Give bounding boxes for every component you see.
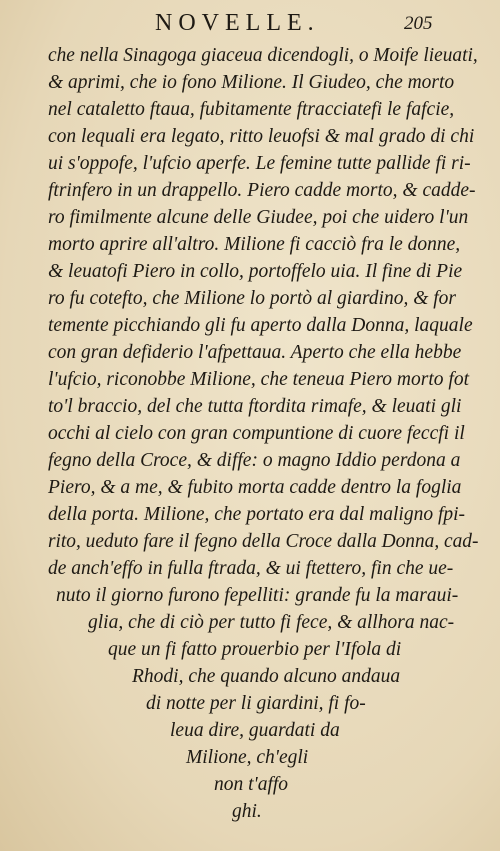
text-line: nuto il giorno furono fepelliti: grande fu la maraui- bbox=[56, 585, 459, 606]
text-line: Milione, ch'egli bbox=[186, 747, 309, 768]
text-line: non t'affo bbox=[214, 774, 289, 795]
running-title: NOVELLE. bbox=[155, 10, 320, 36]
text-line: ro fu cotefto, che Milione lo portò al giardino, & for bbox=[48, 288, 457, 309]
text-line: Rhodi, che quando alcuno andaua bbox=[132, 666, 401, 687]
text-line: Piero, & a me, & fubito morta cadde dentro la foglia bbox=[48, 477, 462, 498]
text-line: che nella Sinagoga giaceua dicendogli, o Moife lieuati, bbox=[48, 45, 478, 66]
text-line: leua dire, guardati da bbox=[170, 720, 340, 741]
text-line: con lequali era legato, ritto leuofsi & mal grado di chi bbox=[48, 126, 475, 147]
text-line: ghi. bbox=[232, 801, 262, 822]
text-line: glia, che di ciò per tutto fi fece, & allhora nac- bbox=[88, 612, 455, 633]
text-line: ftrinfero in un drappello. Piero cadde morto, & cadde- bbox=[48, 180, 476, 201]
text-line: rito, ueduto fare il fegno della Croce dalla Donna, cad- bbox=[48, 531, 479, 552]
text-line: to'l braccio, del che tutta ftordita rimafe, & leuati gli bbox=[48, 396, 462, 417]
text-line: della porta. Milione, che portato era dal maligno fpi- bbox=[48, 504, 466, 525]
text-line: & aprimi, che io fono Milione. Il Giudeo, che morto bbox=[48, 72, 455, 93]
text-line: l'ufcio, riconobbe Milione, che teneua Piero morto fot bbox=[48, 369, 469, 390]
page-number: 205 bbox=[404, 13, 433, 34]
text-line: ro fimilmente alcune delle Giudee, poi che uidero l'un bbox=[48, 207, 469, 228]
text-line: de anch'effo in fulla ftrada, & ui ftettero, fin che ue- bbox=[48, 558, 454, 579]
text-line: & leuatofi Piero in collo, portoffelo uia. Il fine di Pie bbox=[48, 261, 463, 282]
text-line: nel cataletto ftaua, fubitamente ftracciatefi le fafcie, bbox=[48, 99, 455, 120]
text-line: temente picchiando gli fu aperto dalla Donna, laquale bbox=[48, 315, 473, 336]
text-line: con gran defiderio l'afpettaua. Aperto che ella hebbe bbox=[48, 342, 462, 363]
running-head bbox=[0, 6, 500, 40]
text-line: ui s'oppofe, l'ufcio aperfe. Le femine tutte pallide fi ri- bbox=[48, 153, 471, 174]
text-line: que un fi fatto prouerbio per l'Ifola di bbox=[108, 639, 402, 660]
text-line: morto aprire all'altro. Milione fi cacciò fra le donne, bbox=[48, 234, 461, 255]
text-line: di notte per li giardini, fi fo- bbox=[146, 693, 366, 714]
text-line: occhi al cielo con gran compuntione di cuore feccfi il bbox=[48, 423, 465, 444]
text-line: fegno della Croce, & diffe: o magno Iddio perdona a bbox=[48, 450, 461, 471]
